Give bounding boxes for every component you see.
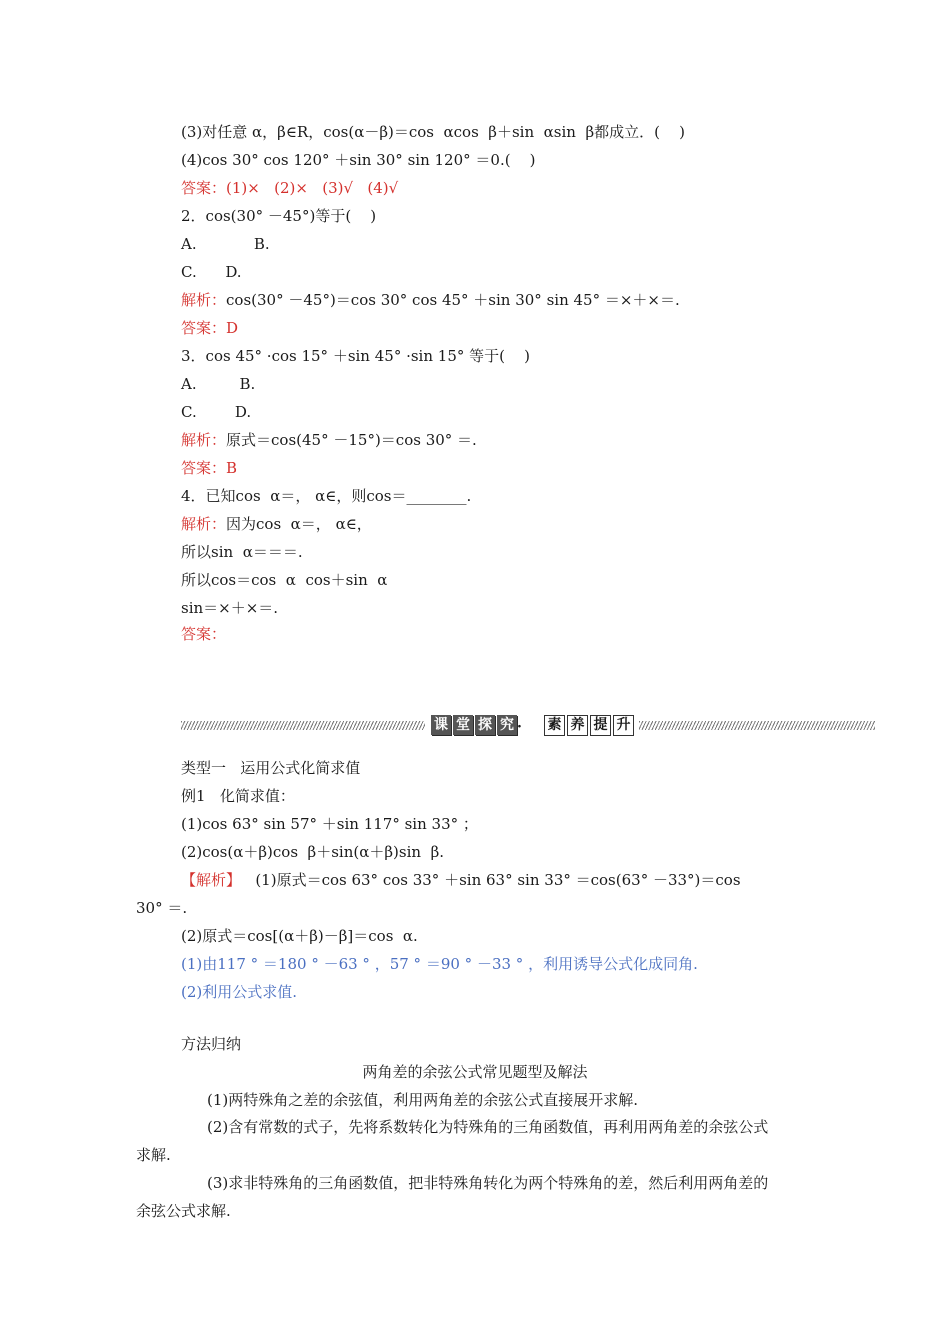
statement-3: (3)对任意 α，β∈R，cos(α－β)＝cos αcos β＋sin αsin β都成立．( ): [181, 123, 685, 141]
example-part-1: (1)cos 63° sin 57° ＋sin 117° sin 33° ；: [181, 815, 478, 833]
q4-step-2: 所以cos＝cos α cos＋sin α: [181, 571, 388, 589]
method-summary-heading: 方法归纳: [181, 1035, 242, 1053]
banner-hatch-right: [639, 721, 875, 730]
banner-char: 养: [567, 715, 588, 736]
banner-title-literacy: [544, 714, 636, 736]
method-item-3: (3)求非特殊角的三角函数值，把非特殊角转化为两个特殊角的差，然后利用两角差的: [207, 1174, 769, 1192]
banner-char: 升: [613, 715, 634, 736]
q4-analysis: [181, 514, 372, 534]
example-heading: 例1 化简求值：: [181, 787, 295, 805]
q3-analysis-text: 原式＝cos(45° －15°)＝cos 30° ＝.: [226, 431, 477, 449]
q2-analysis: [181, 290, 680, 310]
q3-options-ab: A. B.: [181, 375, 256, 393]
banner-char: 提: [590, 715, 611, 736]
q3-options-cd: C. D.: [181, 403, 252, 421]
q4-analysis-text: 因为cos α＝， α∈，: [226, 515, 372, 533]
method-item-3-cont: 余弦公式求解.: [136, 1202, 231, 1220]
method-item-2: (2)含有常数的式子，先将系数转化为特殊角的三角函数值，再利用两角差的余弦公式: [207, 1118, 769, 1136]
q2-options-cd: C. D.: [181, 263, 242, 281]
q2-options-ab: A. B.: [181, 235, 270, 253]
question-2: 2．cos(30° －45°)等于( ): [181, 207, 377, 225]
solution-label: 【解析】: [181, 871, 242, 889]
hint-1: (1)由117 ° ＝180 ° －63 ° ，57 ° ＝90 ° －33 ° ，利用诱导公式化成同角.: [181, 955, 698, 973]
q4-step-3: sin＝×＋×＝.: [181, 599, 279, 617]
method-summary-title: 两角差的余弦公式常见题型及解法: [362, 1063, 588, 1081]
method-item-2-cont: 求解.: [136, 1146, 171, 1164]
example-solution-1-cont: 30° ＝.: [136, 899, 188, 917]
q4-step-1: 所以sin α＝＝＝.: [181, 543, 303, 561]
type-heading: 类型一 运用公式化简求值: [181, 759, 361, 777]
q3-answer: 答案：B: [181, 459, 238, 477]
q2-answer: 答案：D: [181, 319, 239, 337]
banner-char: 素: [544, 715, 565, 736]
banner-char: 堂: [453, 715, 473, 735]
banner-char: 探: [475, 715, 495, 735]
section-banner: [181, 711, 875, 739]
answer-1: 答案：(1)× (2)× (3)√ (4)√: [181, 179, 399, 197]
hint-2: (2)利用公式求值.: [181, 983, 298, 1001]
method-item-1: (1)两特殊角之差的余弦值，利用两角差的余弦公式直接展开求解.: [207, 1091, 639, 1109]
banner-title-classroom: [431, 714, 519, 736]
q4-answer: 答案：: [181, 625, 227, 643]
banner-char: 究: [497, 715, 517, 735]
q3-analysis: [181, 430, 477, 450]
example-solution-1: [181, 870, 741, 890]
banner-char: 课: [431, 715, 451, 735]
question-4: 4．已知cos α＝， α∈，则cos＝________.: [181, 487, 472, 505]
analysis-label: 解析：: [181, 515, 227, 533]
question-3: 3．cos 45° ·cos 15° ＋sin 45° ·sin 15° 等于( ): [181, 347, 530, 365]
banner-hatch-left: [181, 721, 425, 730]
solution-text: (1)原式＝cos 63° cos 33° ＋sin 63° sin 33° ＝cos(63° －33°)＝cos: [241, 871, 741, 889]
statement-4: (4)cos 30° cos 120° ＋sin 30° sin 120° ＝0.( ): [181, 151, 536, 169]
example-solution-2: (2)原式＝cos[(α＋β)－β]＝cos α.: [181, 927, 418, 945]
example-part-2: (2)cos(α＋β)cos β＋sin(α＋β)sin β.: [181, 843, 445, 861]
analysis-label: 解析：: [181, 431, 227, 449]
analysis-label: 解析：: [181, 291, 227, 309]
q2-analysis-text: cos(30° －45°)＝cos 30° cos 45° ＋sin 30° sin 45° ＝×＋×＝.: [226, 291, 680, 309]
banner-dot: ·: [517, 719, 522, 735]
